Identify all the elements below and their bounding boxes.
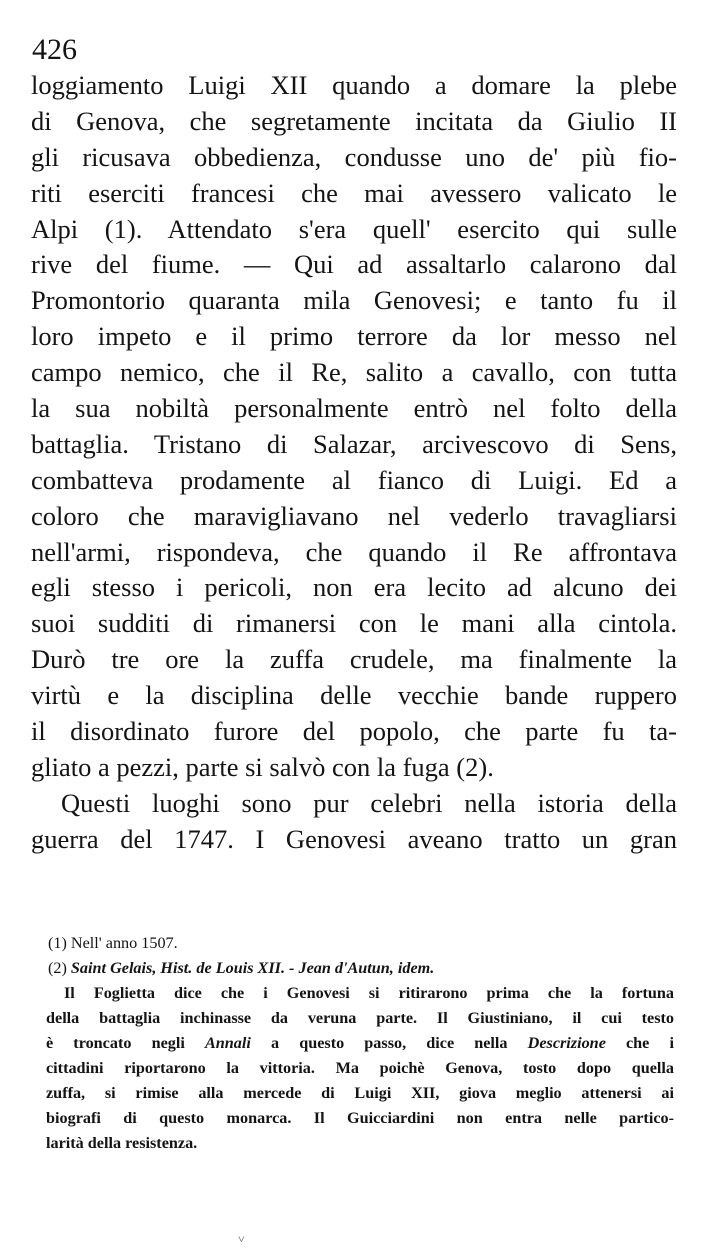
text-line: riti eserciti francesi che mai avessero valicato le xyxy=(31,177,677,208)
text-line: Questi luoghi sono pur celebri nella istoria della xyxy=(61,787,677,818)
footnote-line: cittadini riportarono la vittoria. Ma poichè Genova, tosto dopo quella xyxy=(46,1059,674,1077)
text-line: Promontorio quaranta mila Genovesi; e tanto fu il xyxy=(31,285,677,316)
text-line: nell'armi, rispondeva, che quando il Re affrontava xyxy=(31,536,677,567)
footnote-line: Il Foglietta dice che i Genovesi si ritirarono prima che la fortuna xyxy=(64,984,674,1002)
footnotes xyxy=(48,931,674,1156)
text-line: il disordinato furore del popolo, che parte fu ta- xyxy=(31,716,677,747)
page-number: 426 xyxy=(32,33,77,66)
footnote-2 xyxy=(48,956,674,981)
text-line: guerra del 1747. I Genovesi aveano tratto un gran xyxy=(31,823,677,854)
text-line: rive del fiume. — Qui ad assaltarlo calarono dal xyxy=(31,249,677,280)
stray-mark: ˅ xyxy=(238,1232,245,1246)
text-line: virtù e la disciplina delle vecchie bande ruppero xyxy=(31,680,677,711)
footnote-line: larità della resistenza. xyxy=(46,1134,198,1152)
text-line: combatteva prodamente al fianco di Luigi. Ed a xyxy=(31,464,677,495)
footnote-1: (1) Nell' anno 1507. xyxy=(48,934,178,952)
text-line: campo nemico, che il Re, salito a cavallo, con tutta xyxy=(31,357,677,388)
text-line: di Genova, che segretamente incitata da Giulio II xyxy=(31,105,677,136)
text-line: Durò tre ore la zuffa crudele, ma finalmente la xyxy=(31,644,677,675)
text-line: la sua nobiltà personalmente entrò nel folto della xyxy=(31,393,677,424)
text-line: egli stesso i pericoli, non era lecito ad alcuno dei xyxy=(31,572,677,603)
text-line: loggiamento Luigi XII quando a domare la plebe xyxy=(31,70,677,100)
footnote-line: zuffa, si rimise alla mercede di Luigi XII, giova meglio attenersi ai xyxy=(46,1084,674,1102)
text-line: Alpi (1). Attendato s'era quell' esercito qui sulle xyxy=(31,213,677,244)
footnote-line: della battaglia inchinasse da veruna parte. Il Giustiniano, il cui testo xyxy=(46,1009,674,1027)
text-line: suoi sudditi di rimanersi con le mani alla cintola. xyxy=(31,608,677,639)
footnote-2-marker: (2) xyxy=(48,959,67,977)
main-text xyxy=(31,68,677,858)
footnote-line: è troncato negli Annali a questo passo, dice nella Descrizione che i xyxy=(46,1034,674,1052)
text-line: loro impeto e il primo terrore da lor messo nel xyxy=(31,321,677,352)
text-line: gliato a pezzi, parte si salvò con la fuga (2). xyxy=(31,751,494,782)
text-line: coloro che maravigliavano nel vederlo travagliarsi xyxy=(31,500,677,531)
text-line: gli ricusava obbedienza, condusse uno de' più fio- xyxy=(31,141,677,172)
footnote-line: biografi di questo monarca. Il Guicciardini non entra nelle partico- xyxy=(46,1109,674,1127)
text-line: battaglia. Tristano di Salazar, arcivescovo di Sens, xyxy=(31,428,677,459)
footnote-2-reference: Saint Gelais, Hist. de Louis XII. - Jean d'Autun, idem. xyxy=(70,959,435,977)
